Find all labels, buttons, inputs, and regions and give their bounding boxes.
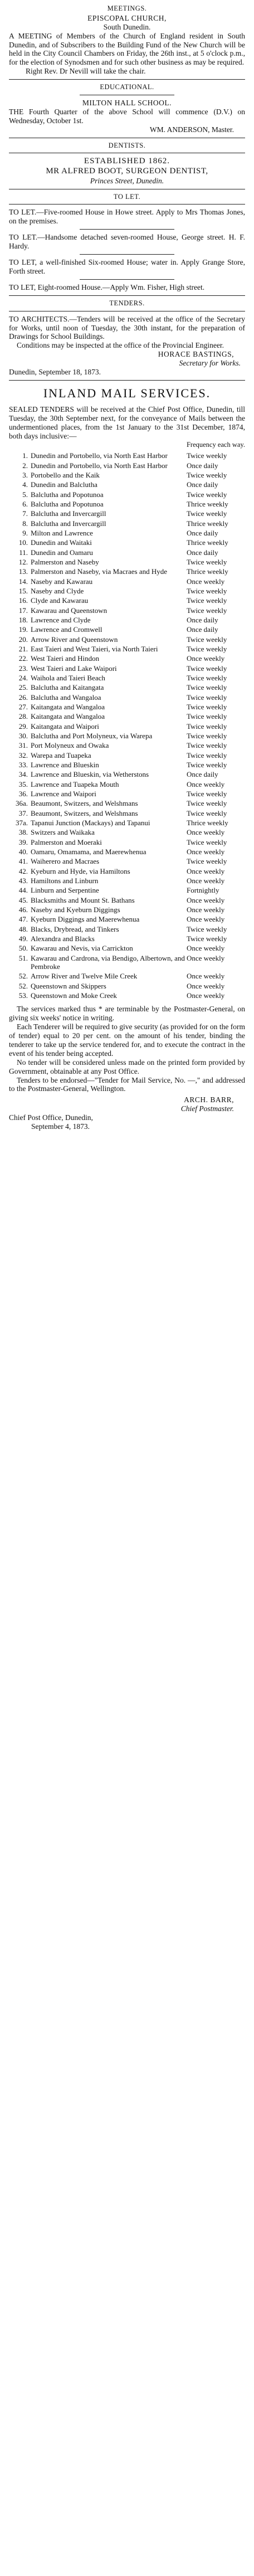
to-let-ad: TO LET, a well-finished Six-roomed House; water in. Apply Grange Store, Forth street. bbox=[9, 258, 245, 276]
service-route: Balclutha and Wangaloa bbox=[31, 693, 101, 702]
mail-service-row bbox=[9, 470, 245, 480]
service-number: 36a. bbox=[15, 799, 28, 808]
mail-service-row bbox=[9, 856, 245, 866]
dentist-address: Princes Street, Dunedin. bbox=[90, 176, 164, 185]
to-let-ad: TO LET.—Five-roomed House in Howe street. Apply to Mrs Thomas Jones, on the premises. bbox=[9, 208, 245, 226]
service-frequency: Once daily bbox=[187, 625, 218, 634]
service-route: Tapanui Junction (Mackays) and Tapanui bbox=[31, 818, 150, 827]
service-frequency: Once weekly bbox=[187, 905, 225, 914]
service-frequency: Once weekly bbox=[187, 944, 225, 953]
service-frequency: Once weekly bbox=[187, 780, 225, 788]
service-frequency: Twice weekly bbox=[187, 683, 227, 692]
service-route: West Taieri and Hindon bbox=[31, 654, 100, 663]
service-frequency: Once daily bbox=[187, 480, 218, 489]
service-frequency: Once weekly bbox=[187, 895, 225, 904]
service-number: 17. bbox=[18, 606, 28, 615]
mail-service-row bbox=[9, 837, 245, 847]
service-frequency: Thrice weekly bbox=[187, 519, 228, 528]
service-frequency: Twice weekly bbox=[187, 587, 227, 596]
service-frequency: Twice weekly bbox=[187, 703, 227, 712]
service-number: 36. bbox=[18, 789, 28, 798]
mail-service-row bbox=[9, 914, 245, 924]
service-route: Alexandra and Blacks bbox=[31, 934, 95, 943]
mail-service-row bbox=[9, 981, 245, 991]
mail-service-row bbox=[9, 798, 245, 808]
service-frequency: Once weekly bbox=[187, 847, 225, 856]
service-number: 15. bbox=[18, 587, 28, 596]
service-route: Dunedin and Portobello, via North East Harbor bbox=[31, 451, 168, 460]
service-frequency: Twice weekly bbox=[187, 635, 227, 644]
service-frequency: Twice weekly bbox=[187, 596, 227, 605]
mail-service-row bbox=[9, 722, 245, 731]
service-route: Lawrence and Tuapeka Mouth bbox=[31, 780, 119, 788]
service-number: 29. bbox=[18, 722, 28, 731]
divider bbox=[80, 229, 174, 230]
mail-service-row bbox=[9, 557, 245, 567]
mail-service-row bbox=[9, 693, 245, 702]
service-number: 42. bbox=[18, 866, 28, 875]
service-frequency: Twice weekly bbox=[187, 645, 227, 654]
service-number: 43. bbox=[18, 876, 28, 885]
service-frequency: Twice weekly bbox=[187, 722, 227, 731]
mail-service-row bbox=[9, 809, 245, 818]
service-route: Lawrence and Blueskin, via Wetherstons bbox=[31, 770, 149, 779]
mail-service-row bbox=[9, 548, 245, 557]
mail-service-row bbox=[9, 596, 245, 605]
tender-signature-name: HORACE BASTINGS, bbox=[158, 350, 234, 359]
service-number: 27. bbox=[18, 703, 28, 712]
mail-service-row bbox=[9, 971, 245, 981]
mail-service-row bbox=[9, 818, 245, 827]
service-number: 30. bbox=[18, 732, 28, 740]
service-frequency: Twice weekly bbox=[187, 471, 227, 480]
service-number: 7. bbox=[22, 509, 28, 518]
service-route: Waiherero and Macraes bbox=[31, 857, 100, 866]
mail-service-row bbox=[9, 644, 245, 654]
mail-service-row bbox=[9, 934, 245, 943]
service-number: 26. bbox=[18, 693, 28, 702]
service-route: Milton and Lawrence bbox=[31, 529, 93, 538]
inland-para: The services marked thus * are terminable by the Postmaster-General, on giving six weeks' notice in writing. bbox=[9, 1005, 245, 1022]
service-number: 19. bbox=[18, 625, 28, 634]
tender-date: Dunedin, September 18, 1873. bbox=[9, 368, 101, 377]
service-number: 23. bbox=[18, 664, 28, 673]
service-number: 38. bbox=[18, 828, 28, 837]
mail-service-row bbox=[9, 461, 245, 470]
service-number: 48. bbox=[18, 924, 28, 933]
service-number: 50. bbox=[18, 944, 28, 953]
service-frequency: Once weekly bbox=[187, 953, 225, 962]
service-number: 44. bbox=[18, 886, 28, 895]
section-to-let: TO LET. bbox=[113, 192, 141, 201]
service-number: 41. bbox=[18, 857, 28, 866]
service-route: Kawarau and Cardrona, via Bendigo, Albertown, and Pembroke bbox=[31, 953, 185, 971]
meeting-notice: A MEETING of Members of the Church of England resident in South Dunedin, and of Subscribers to the Building Fund of the New Church will be held in the City Council Chambers on Friday, the 26th inst., at 5 o'clock p.m., for the election of Synodsmen and for such other business as may be required. bbox=[9, 31, 245, 67]
mail-service-row bbox=[9, 827, 245, 837]
service-route: Balclutha and Port Molyneux, via Warepa bbox=[31, 732, 153, 740]
dentist-name: MR ALFRED BOOT, SURGEON DENTIST, bbox=[46, 167, 208, 176]
mail-service-row bbox=[9, 683, 245, 692]
service-frequency: Once weekly bbox=[187, 828, 225, 837]
mail-service-row bbox=[9, 991, 245, 1000]
frequency-column-header: Frequency each way. bbox=[186, 440, 245, 449]
section-meetings: MEETINGS. bbox=[107, 4, 147, 12]
service-route: Palmerston and Naseby, via Macraes and Hyde bbox=[31, 567, 167, 576]
service-route: Balclutha and Kaitangata bbox=[31, 683, 104, 692]
service-number: 4. bbox=[22, 480, 28, 489]
mail-service-row bbox=[9, 480, 245, 489]
service-number: 49. bbox=[18, 934, 28, 943]
mail-service-row bbox=[9, 567, 245, 576]
mail-service-row bbox=[9, 538, 245, 547]
service-route: Waihola and Taieri Beach bbox=[31, 674, 105, 683]
service-route: Kyeburn Diggings and Maerewhenua bbox=[31, 915, 140, 924]
inland-para: Tenders to be endorsed—"Tender for Mail Service, No. —," and addressed to the Postmaster-General, Wellington. bbox=[9, 1075, 245, 1093]
service-frequency: Once weekly bbox=[187, 866, 225, 875]
service-route: Palmerston and Moeraki bbox=[31, 837, 102, 846]
service-route: West Taieri and Lake Waipori bbox=[31, 664, 117, 673]
service-route: Portobello and the Kaik bbox=[31, 471, 100, 480]
tender-notice: TO ARCHITECTS.—Tenders will be received at the office of the Secretary for Works, until noon of Tuesday, the 30th instant, for the preparation of Drawings for School Buildings. bbox=[9, 314, 245, 341]
service-number: 24. bbox=[18, 674, 28, 683]
service-route: Oamaru, Omamama, and Maerewhenua bbox=[31, 847, 146, 856]
inland-signature-title: Chief Postmaster. bbox=[180, 1104, 234, 1113]
service-frequency: Once weekly bbox=[187, 981, 225, 990]
mail-service-row bbox=[9, 635, 245, 644]
inland-mail-title: INLAND MAIL SERVICES. bbox=[43, 386, 211, 401]
service-route: Balclutha and Popotunoa bbox=[31, 490, 104, 499]
service-number: 21. bbox=[18, 645, 28, 654]
service-route: Naseby and Clyde bbox=[31, 587, 84, 596]
service-frequency: Once daily bbox=[187, 461, 218, 470]
service-frequency: Twice weekly bbox=[187, 924, 227, 933]
inland-para: No tender will be considered unless made on the printed form provided by Government, obtainable at any Post Office. bbox=[9, 1058, 245, 1075]
divider bbox=[80, 279, 174, 280]
mail-service-row bbox=[9, 451, 245, 460]
service-number: 12. bbox=[18, 558, 28, 567]
service-number: 28. bbox=[18, 712, 28, 721]
service-number: 25. bbox=[18, 683, 28, 692]
service-route: Balclutha and Popotunoa bbox=[31, 500, 104, 509]
service-route: Arrow River and Twelve Mile Creek bbox=[31, 972, 138, 981]
mail-service-row bbox=[9, 606, 245, 615]
service-number: 46. bbox=[18, 905, 28, 914]
mail-service-row bbox=[9, 702, 245, 712]
mail-service-row bbox=[9, 866, 245, 876]
service-frequency: Once daily bbox=[187, 770, 218, 779]
service-number: 22. bbox=[18, 654, 28, 663]
service-frequency: Twice weekly bbox=[187, 674, 227, 683]
service-frequency: Twice weekly bbox=[187, 934, 227, 943]
meeting-chair: Right Rev. Dr Nevill will take the chair. bbox=[26, 67, 146, 76]
service-number: 11. bbox=[19, 548, 28, 557]
mail-service-row bbox=[9, 664, 245, 673]
service-number: 34. bbox=[18, 770, 28, 779]
service-frequency: Twice weekly bbox=[187, 693, 227, 702]
service-frequency: Twice weekly bbox=[187, 837, 227, 846]
service-route: Beaumont, Switzers, and Welshmans bbox=[31, 799, 138, 808]
mail-service-row bbox=[9, 712, 245, 721]
mail-service-row bbox=[9, 943, 245, 953]
service-frequency: Twice weekly bbox=[187, 490, 227, 499]
school-notice: THE Fourth Quarter of the above School will commence (D.V.) on Wednesday, October 1st. bbox=[9, 107, 245, 125]
service-route: Dunedin and Balclutha bbox=[31, 480, 97, 489]
service-frequency: Twice weekly bbox=[187, 751, 227, 759]
mail-service-row bbox=[9, 924, 245, 934]
mail-service-row bbox=[9, 499, 245, 509]
service-number: 13. bbox=[18, 567, 28, 576]
service-route: Naseby and Kawarau bbox=[31, 577, 93, 586]
service-number: 9. bbox=[22, 529, 28, 538]
service-number: 52. bbox=[18, 972, 28, 981]
tender-conditions: Conditions may be inspected at the office of the Provincial Engineer. bbox=[17, 341, 224, 350]
service-number: 5. bbox=[22, 490, 28, 499]
service-route: Clyde and Kawarau bbox=[31, 596, 89, 605]
service-route: Blacksmiths and Mount St. Bathans bbox=[31, 895, 135, 904]
section-dentists: DENTISTS. bbox=[108, 141, 146, 149]
service-route: Switzers and Waikaka bbox=[31, 828, 95, 837]
service-frequency: Fortnightly bbox=[187, 886, 219, 895]
service-frequency: Twice weekly bbox=[187, 789, 227, 798]
mail-service-row bbox=[9, 895, 245, 905]
mail-service-row bbox=[9, 751, 245, 760]
service-frequency: Once weekly bbox=[187, 876, 225, 885]
service-number: 35. bbox=[18, 780, 28, 788]
service-number: 2. bbox=[22, 461, 28, 470]
service-frequency: Thrice weekly bbox=[187, 818, 228, 827]
mail-service-row bbox=[9, 625, 245, 634]
service-frequency: Twice weekly bbox=[187, 451, 227, 460]
service-frequency: Thrice weekly bbox=[187, 538, 228, 547]
mail-service-row bbox=[9, 789, 245, 798]
service-number: 47. bbox=[18, 915, 28, 924]
inland-signature-name: ARCH. BARR, bbox=[184, 1095, 234, 1104]
service-frequency: Twice weekly bbox=[187, 606, 227, 615]
service-number: 14. bbox=[18, 577, 28, 586]
service-frequency: Once daily bbox=[187, 616, 218, 625]
to-let-ad: TO LET, Eight-roomed House.—Apply Wm. Fisher, High street. bbox=[9, 283, 205, 291]
service-number: 3. bbox=[22, 471, 28, 480]
mail-service-row bbox=[9, 673, 245, 683]
inland-place: Chief Post Office, Dunedin, bbox=[9, 1113, 93, 1122]
service-frequency: Twice weekly bbox=[187, 799, 227, 808]
school-signature: WM. ANDERSON, Master. bbox=[149, 125, 234, 134]
inland-date: September 4, 1873. bbox=[31, 1122, 90, 1131]
service-number: 31. bbox=[18, 741, 28, 750]
service-route: Queenstown and Skippers bbox=[31, 981, 106, 990]
mail-services-table bbox=[9, 451, 245, 1000]
service-frequency: Twice weekly bbox=[187, 732, 227, 740]
service-route: Lawrence and Clyde bbox=[31, 616, 91, 625]
mail-service-row bbox=[9, 905, 245, 914]
service-number: 37a. bbox=[15, 818, 28, 827]
divider bbox=[9, 79, 245, 80]
newspaper-column bbox=[0, 0, 254, 1131]
mail-service-row bbox=[9, 760, 245, 770]
service-route: Balclutha and Invercargill bbox=[31, 519, 106, 528]
service-route: Queenstown and Moke Creek bbox=[31, 991, 117, 1000]
service-number: 52. bbox=[18, 981, 28, 990]
service-number: 6. bbox=[22, 500, 28, 509]
mail-service-row bbox=[9, 770, 245, 779]
service-number: 45. bbox=[18, 895, 28, 904]
service-route: Lawrence and Blueskin bbox=[31, 760, 99, 769]
service-frequency: Once weekly bbox=[187, 654, 225, 663]
service-route: Naseby and Kyeburn Diggings bbox=[31, 905, 120, 914]
service-number: 40. bbox=[18, 847, 28, 856]
service-number: 1. bbox=[22, 451, 28, 460]
service-frequency: Twice weekly bbox=[187, 509, 227, 518]
service-number: 18. bbox=[18, 616, 28, 625]
mail-service-row bbox=[9, 847, 245, 856]
service-frequency: Once weekly bbox=[187, 972, 225, 981]
mail-service-row bbox=[9, 586, 245, 596]
service-frequency: Twice weekly bbox=[187, 558, 227, 567]
service-route: Blacks, Drybread, and Tinkers bbox=[31, 924, 119, 933]
mail-service-row bbox=[9, 577, 245, 586]
service-route: Dunedin and Oamaru bbox=[31, 548, 93, 557]
service-frequency: Thrice weekly bbox=[187, 500, 228, 509]
church-title: EPISCOPAL CHURCH, bbox=[87, 13, 167, 22]
mail-service-row bbox=[9, 654, 245, 663]
service-frequency: Thrice weekly bbox=[187, 567, 228, 576]
mail-service-row bbox=[9, 615, 245, 625]
section-educational: EDUCATIONAL. bbox=[100, 83, 154, 91]
service-route: Arrow River and Queenstown bbox=[31, 635, 118, 644]
service-route: Kawarau and Nevis, via Carrickton bbox=[31, 944, 133, 953]
service-number: 37. bbox=[18, 809, 28, 817]
service-number: 51. bbox=[18, 953, 28, 962]
service-route: Warepa and Tuapeka bbox=[31, 751, 91, 759]
mail-service-row bbox=[9, 876, 245, 885]
service-route: Kawarau and Queenstown bbox=[31, 606, 108, 615]
service-number: 10. bbox=[18, 538, 28, 547]
mail-service-row bbox=[9, 953, 245, 972]
service-frequency: Once weekly bbox=[187, 915, 225, 924]
service-frequency: Twice weekly bbox=[187, 741, 227, 750]
dentist-established: ESTABLISHED 1862. bbox=[84, 157, 170, 166]
service-route: Kaitangata and Wangaloa bbox=[31, 703, 105, 712]
service-route: Beaumont, Switzers, and Welshmans bbox=[31, 809, 138, 817]
mail-service-row bbox=[9, 780, 245, 789]
service-route: Kaitangata and Wangaloa bbox=[31, 712, 105, 721]
inland-para: Each Tenderer will be required to give security (as provided for on the form of tender) equal to 20 per cent. on the amount of his tender, binding the tenderer to take up the service tendered for, and to execute the contract in the event of his tender being accepted. bbox=[9, 1022, 245, 1058]
service-route: Linburn and Serpentine bbox=[31, 886, 99, 895]
mail-service-row bbox=[9, 741, 245, 750]
service-frequency: Twice weekly bbox=[187, 712, 227, 721]
mail-service-row bbox=[9, 885, 245, 895]
service-number: 32. bbox=[18, 751, 28, 759]
divider bbox=[9, 295, 245, 296]
service-number: 16. bbox=[18, 596, 28, 605]
tender-signature-title: Secretary for Works. bbox=[179, 359, 241, 368]
service-route: Lawrence and Cromwell bbox=[31, 625, 102, 634]
inland-mail-intro: SEALED TENDERS will be received at the Chief Post Office, Dunedin, till Tuesday, the 30th September next, for the conveyance of Mails between the undermentioned places, from the 1st January to the 31st December, 1874, both days inclusive:— bbox=[9, 405, 245, 440]
service-route: Port Molyneux and Owaka bbox=[31, 741, 109, 750]
service-route: East Taieri and West Taieri, via North Taieri bbox=[31, 645, 158, 654]
service-number: 39. bbox=[18, 837, 28, 846]
service-route: Palmerston and Naseby bbox=[31, 558, 99, 567]
to-let-ad: TO LET.—Handsome detached seven-roomed House, George street. H. F. Hardy. bbox=[9, 233, 245, 251]
service-frequency: Once daily bbox=[187, 548, 218, 557]
service-frequency: Once daily bbox=[187, 529, 218, 538]
divider bbox=[9, 380, 245, 381]
service-route: Dunedin and Waitaki bbox=[31, 538, 92, 547]
mail-service-row bbox=[9, 509, 245, 518]
service-route: Lawrence and Waipori bbox=[31, 789, 96, 798]
service-frequency: Twice weekly bbox=[187, 760, 227, 769]
mail-service-row bbox=[9, 519, 245, 528]
service-route: Balclutha and Invercargill bbox=[31, 509, 106, 518]
mail-service-row bbox=[9, 490, 245, 499]
mail-service-row bbox=[9, 528, 245, 538]
service-route: Kaitangata and Waipori bbox=[31, 722, 99, 731]
service-number: 8. bbox=[22, 519, 28, 528]
service-frequency: Twice weekly bbox=[187, 664, 227, 673]
mail-service-row bbox=[9, 731, 245, 741]
service-frequency: Twice weekly bbox=[187, 857, 227, 866]
church-place: South Dunedin. bbox=[103, 22, 151, 31]
service-frequency: Twice weekly bbox=[187, 809, 227, 817]
section-tenders: TENDERS. bbox=[109, 299, 145, 307]
service-frequency: Once weekly bbox=[187, 991, 225, 1000]
service-frequency: Once weekly bbox=[187, 577, 225, 586]
service-number: 33. bbox=[18, 760, 28, 769]
service-route: Dunedin and Portobello, via North East Harbor bbox=[31, 461, 168, 470]
service-route: Kyeburn and Hyde, via Hamiltons bbox=[31, 866, 130, 875]
service-number: 20. bbox=[18, 635, 28, 644]
school-title: MILTON HALL SCHOOL. bbox=[82, 98, 172, 107]
service-number: 53. bbox=[18, 991, 28, 1000]
service-route: Hamiltons and Linburn bbox=[31, 876, 99, 885]
divider bbox=[80, 254, 174, 255]
